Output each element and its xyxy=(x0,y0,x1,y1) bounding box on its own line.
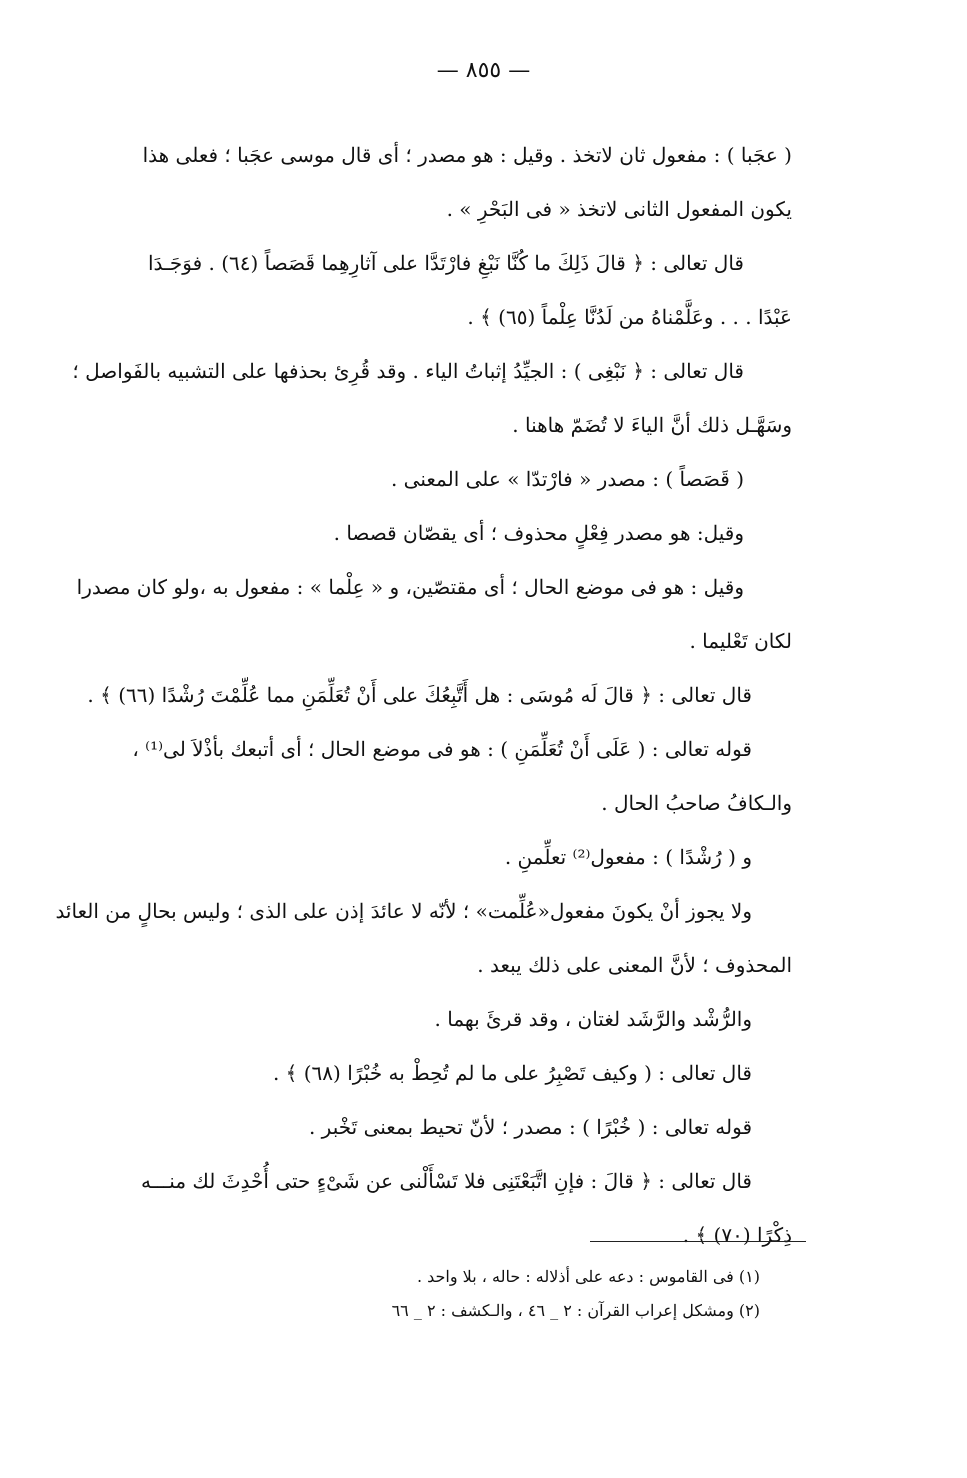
text-line: قال تعالى : ﴿ نَبْغِى ) : الجيِّدُ إثباتُ الياء . وقد قُرِئ بحذفها على التشبيه بالفَواصل ؛ xyxy=(72,359,744,383)
text-line: المحذوف ؛ لأنَّ المعنى على ذلك يبعد . xyxy=(477,953,792,977)
text-line: والرُّشْد والرَّشَد لغتان ، وقد قرئَ بهما . xyxy=(434,1007,752,1031)
text-line: قال تعالى : ﴿ قالَ : فإنِ اتَّبَعْتَنِى فلا تَسْأَلْنى عن شَىْءٍ حتى أُحْدِثَ لك منـــه xyxy=(141,1169,752,1193)
text-line: ( قَصَصاً ) : مصدر « فارْتدّا » على المعنى . xyxy=(390,467,744,491)
text-line: و ( رُشْدًا ) : مفعول⁽²⁾ تعلِّمنِ . xyxy=(504,845,752,869)
text-line: قال تعالى : ( وكيف تَصْبِرُ على ما لم تُحِطْ به خُبْرًا (٦٨) ﴾ . xyxy=(272,1061,752,1085)
text-line: لكان تَعْليما . xyxy=(689,629,792,653)
footnote-divider xyxy=(590,1241,806,1242)
text-line: ذِكْرًا (٧٠) ﴾ . xyxy=(682,1223,792,1247)
text-line: وقيل: هو مصدر فِعْلٍ محذوف ؛ أى يقصّان قصصا . xyxy=(333,521,744,545)
text-line: عَبْدًا . . . وعَلَّمْناهُ من لَدُنَّا عِلْماً (٦٥) ﴾ . xyxy=(467,305,792,329)
text-line: والـكافُ صاحبُ الحال . xyxy=(601,791,792,815)
text-line: ( عجَبا ) : مفعول ثان لاتخذ . وقيل : هو مصدر ؛ أى قال موسى عجَبا ؛ فعلى هذا xyxy=(142,143,792,167)
text-line: قوله تعالى : ( خُبْرًا ) : مصدر ؛ لأنّ تحيط بمعنى تَخْبر . xyxy=(308,1115,752,1139)
text-line: وقيل : هو فى موضع الحال ؛ أى مقتصّين، و « عِلْما » : مفعول به ،ولو كان مصدرا xyxy=(76,575,744,599)
text-line: يكون المفعول الثانى لاتخذ « فى البَحْرِ » . xyxy=(446,197,792,221)
body-text xyxy=(14,128,792,1262)
footnotes xyxy=(200,1260,760,1328)
text-line: قال تعالى : ﴿ قالَ لَه مُوسَى : هل أَتَّبِعُكَ على أَنْ تُعَلِّمَنِ مما عُلِّمْتَ رُشْدًا (٦٦) ﴾ . xyxy=(87,683,752,707)
text-line: قال تعالى : ﴿ قالَ ذَلِكَ ما كُنَّا نَبْغِ فارْتَدَّا على آثارِهِما قَصَصاً (٦٤) . فوَجَـدَا xyxy=(147,251,744,275)
text-line: ولا يجوز أنْ يكونَ مفعول«عُلِّمت» ؛ لأنّه لا عائدَ إذن على الذى ؛ وليس بحالٍ من العائد xyxy=(55,899,752,923)
page-number: — ٨٥٥ — xyxy=(436,58,531,83)
text-line: وسَهَّـل ذلك أنَّ الياءَ لا تُضَمّ هاهنا . xyxy=(512,413,792,437)
footnote-item: (٢) ومشكل إعراب القرآن : ٢ _ ٤٦ ، والـكشف : ٢ _ ٦٦ xyxy=(391,1301,760,1320)
footnote-item: (١) فى القاموس : دعه على أذلاله : حاله ، بلا واحد . xyxy=(416,1267,760,1286)
text-line: قوله تعالى : ( عَلَى أَنْ تُعَلِّمَنِ ) : هو فى موضع الحال ؛ أى أتبعك بأذْلاَ لى⁽¹⁾ ، xyxy=(132,737,752,761)
